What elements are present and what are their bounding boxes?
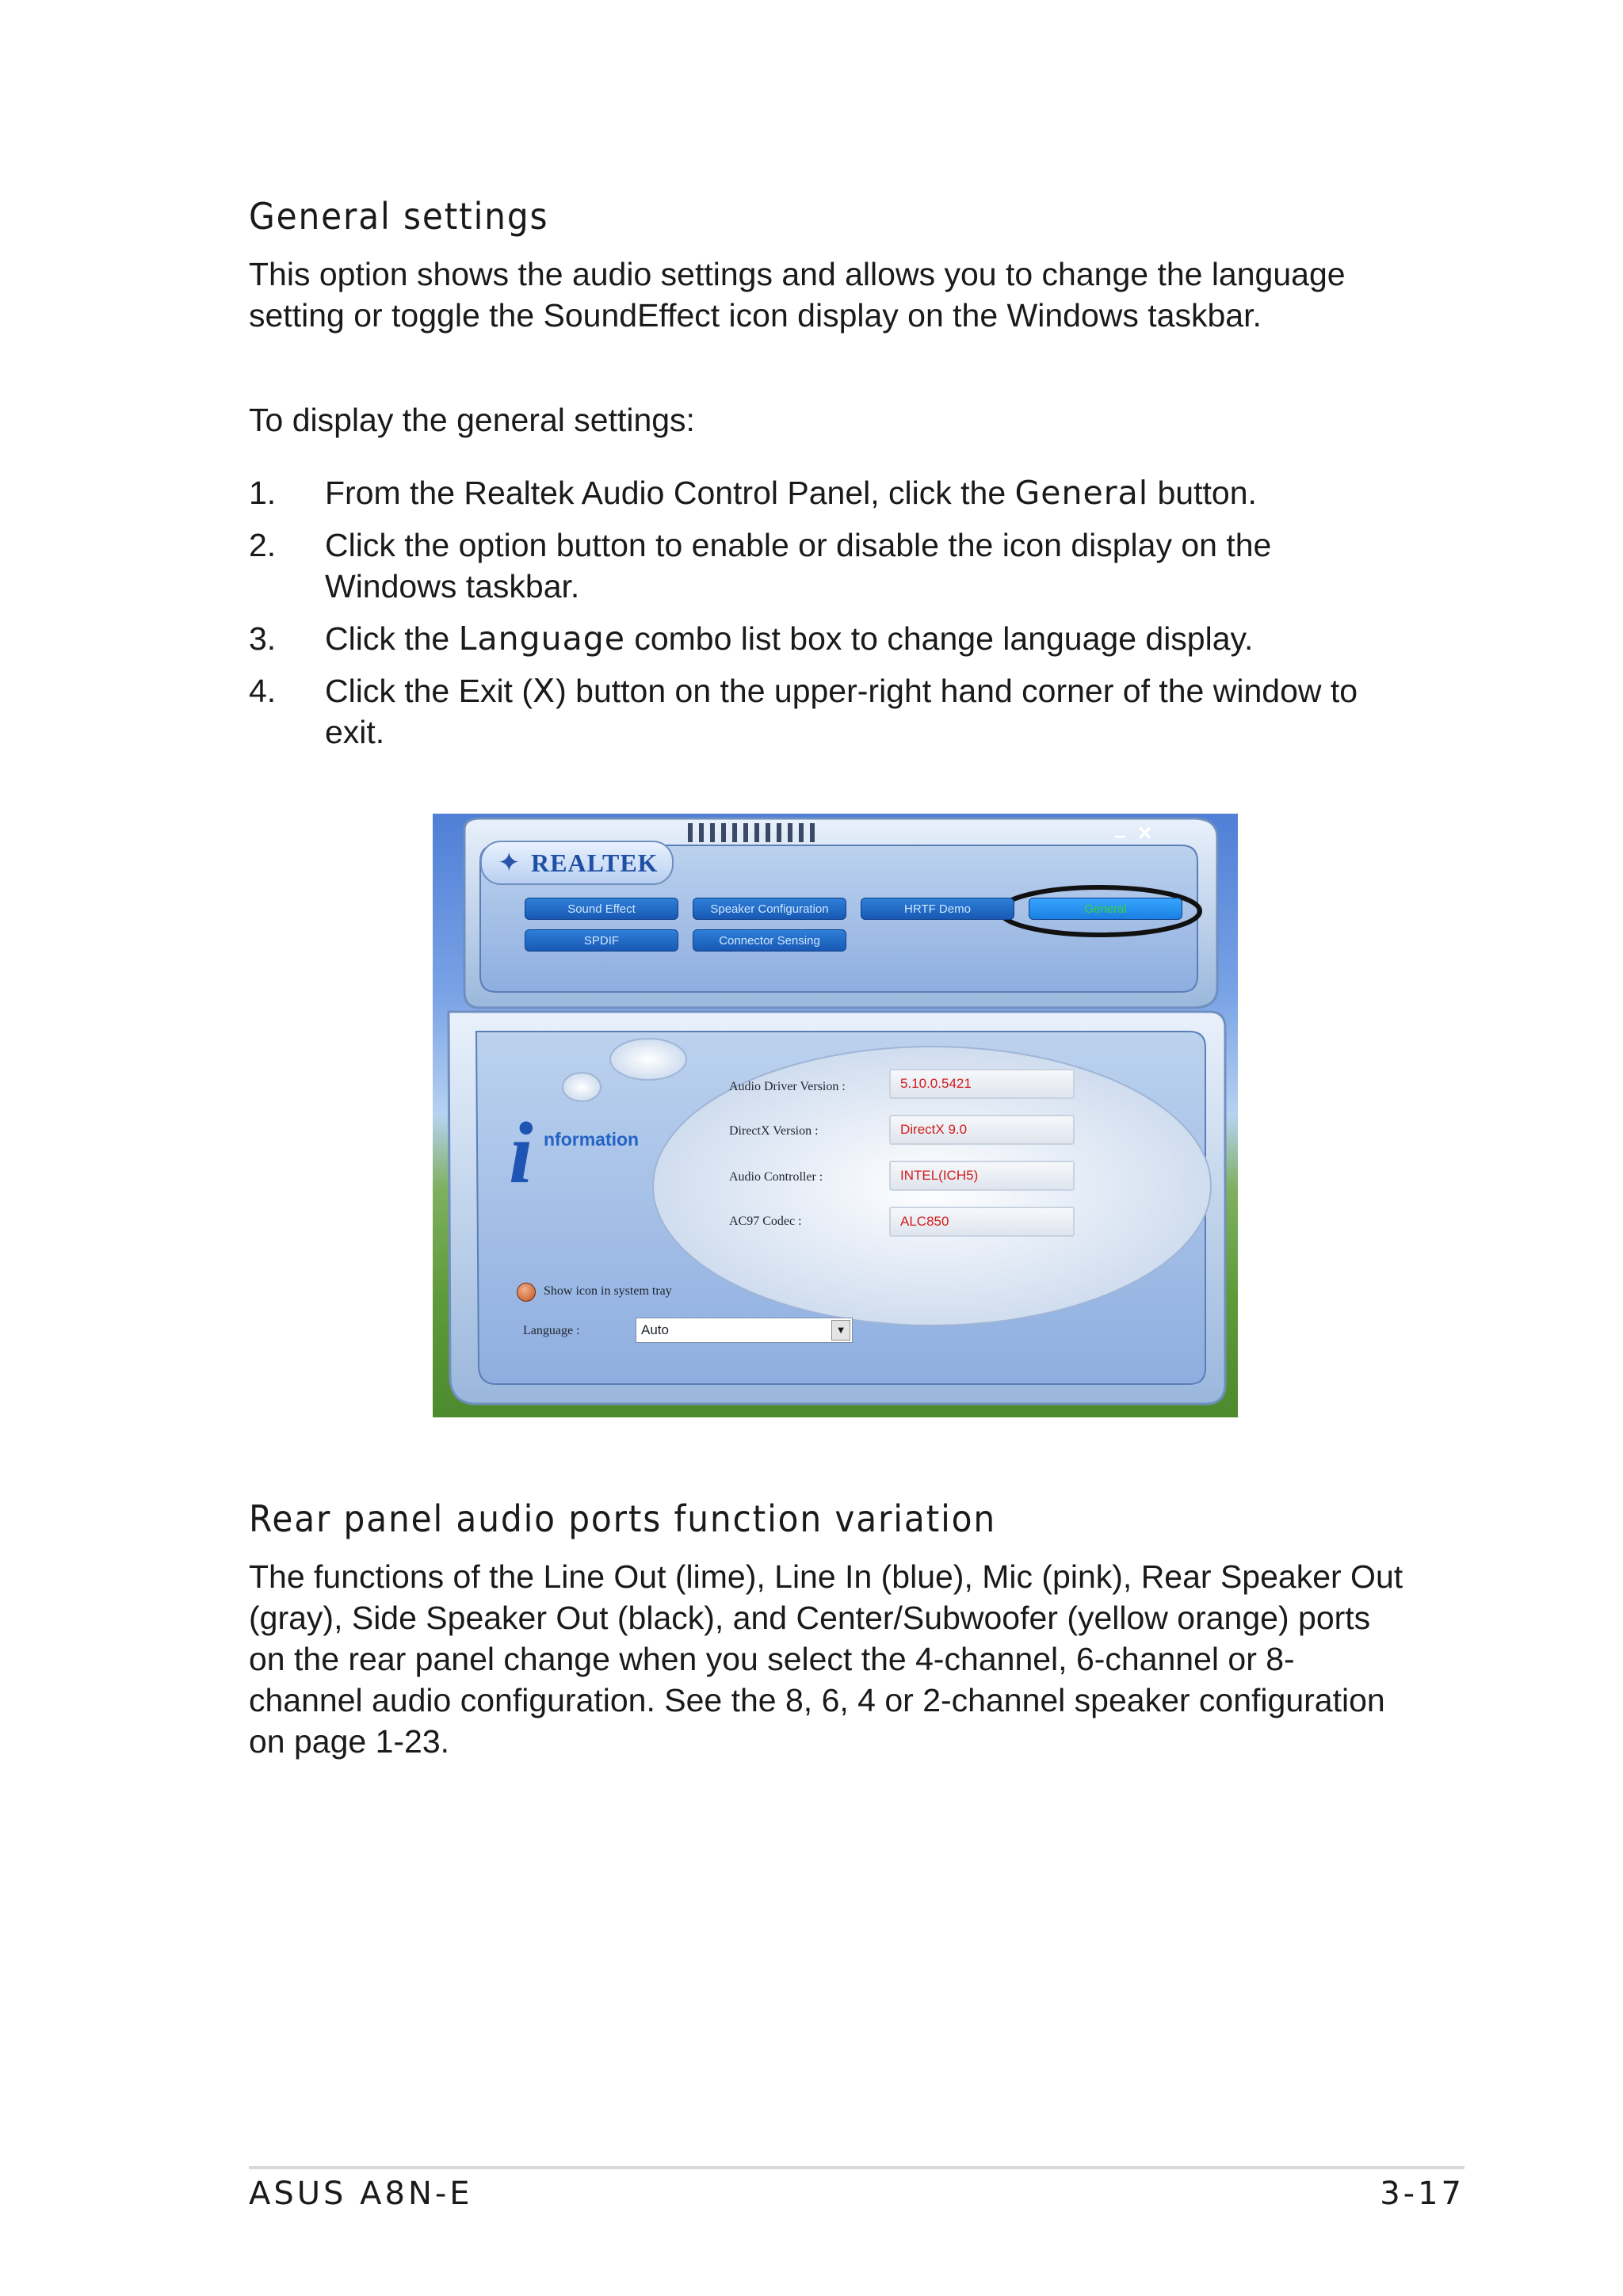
- step-keyword: Language: [458, 620, 625, 658]
- info-label-directx-version: DirectX Version :: [729, 1124, 819, 1138]
- step-keyword: General: [1014, 474, 1149, 512]
- step-text-after: combo list box to change language display.: [624, 620, 1254, 657]
- step-item: [249, 670, 1398, 753]
- general-settings-intro: This option shows the audio settings and allows you to change the language setting or toggle the SoundEffect icon display on the Windows taskbar.: [249, 256, 1346, 334]
- step-text-after: button.: [1148, 475, 1257, 511]
- section-heading-rear-panel: Rear panel audio ports function variation: [249, 1497, 997, 1540]
- step-text: Click the Exit (: [325, 673, 533, 709]
- rear-panel-body: The functions of the Line Out (lime), Line In (blue), Mic (pink), Rear Speaker Out (gray), Side Speaker Out (black), and Center/Subwoofer (yellow orange) ports on the rear panel change when you select the 4-channel, 6-channel or 8-channel audio configuration. See the 8, 6, 4 or 2-channel speaker configuration on page 1-23.: [249, 1558, 1403, 1760]
- section-heading-general-settings: General settings: [249, 195, 549, 238]
- tray-option-radio[interactable]: [517, 1283, 536, 1302]
- footer-divider: [249, 2166, 1465, 2169]
- step-text: From the Realtek Audio Control Panel, click the: [325, 475, 1015, 511]
- step-text: Click the option button to enable or disable the icon display on the Windows taskbar.: [325, 527, 1272, 605]
- realtek-logo-badge: [480, 841, 674, 885]
- info-label-audio-controller: Audio Controller :: [729, 1170, 823, 1184]
- information-heading: nformation: [544, 1129, 640, 1150]
- tab-spdif[interactable]: SPDIF: [525, 929, 678, 952]
- tab-connector-sensing[interactable]: Connector Sensing: [693, 929, 846, 952]
- tray-option-label: Show icon in system tray: [544, 1284, 672, 1298]
- tab-speaker-configuration[interactable]: Speaker Configuration: [693, 898, 846, 920]
- step-item: [249, 618, 1398, 659]
- step-text: Click the: [325, 620, 459, 657]
- step-keyword: X: [533, 672, 556, 710]
- tab-hrtf-demo[interactable]: HRTF Demo: [861, 898, 1014, 920]
- tab-general[interactable]: General: [1029, 898, 1182, 920]
- steps-list: [249, 472, 1398, 764]
- step-text-after: ) button on the upper-right hand corner of the window to exit.: [325, 673, 1358, 750]
- step-number: 4.: [249, 673, 277, 709]
- step-number: 2.: [249, 527, 277, 563]
- general-settings-lead: To display the general settings:: [249, 402, 695, 438]
- info-value-ac97-codec: ALC850: [889, 1207, 1075, 1237]
- footer-product-name: ASUS A8N-E: [249, 2176, 473, 2212]
- language-select[interactable]: [636, 1318, 853, 1343]
- info-label-ac97-codec: AC97 Codec :: [729, 1215, 802, 1228]
- step-item: [249, 472, 1398, 513]
- info-value-directx-version: DirectX 9.0: [889, 1115, 1075, 1145]
- crab-logo-icon: ✦: [498, 848, 521, 878]
- footer-page-number: 3-17: [1380, 2176, 1465, 2212]
- tab-sound-effect[interactable]: Sound Effect: [525, 898, 678, 920]
- language-select-value: Auto: [641, 1322, 669, 1337]
- information-icon: i: [509, 1104, 533, 1201]
- chevron-down-icon[interactable]: ▼: [831, 1320, 850, 1341]
- info-label-driver-version: Audio Driver Version :: [729, 1080, 846, 1093]
- info-value-driver-version: 5.10.0.5421: [889, 1069, 1075, 1099]
- language-label: Language :: [523, 1324, 580, 1337]
- realtek-control-panel-screenshot: [433, 814, 1238, 1417]
- info-value-audio-controller: INTEL(ICH5): [889, 1161, 1075, 1191]
- step-number: 3.: [249, 620, 277, 657]
- minimize-button[interactable]: –: [1114, 823, 1126, 847]
- step-item: [249, 524, 1398, 607]
- step-number: 1.: [249, 475, 277, 511]
- realtek-logo-text: REALTEK: [531, 849, 659, 877]
- close-button[interactable]: ×: [1138, 820, 1152, 846]
